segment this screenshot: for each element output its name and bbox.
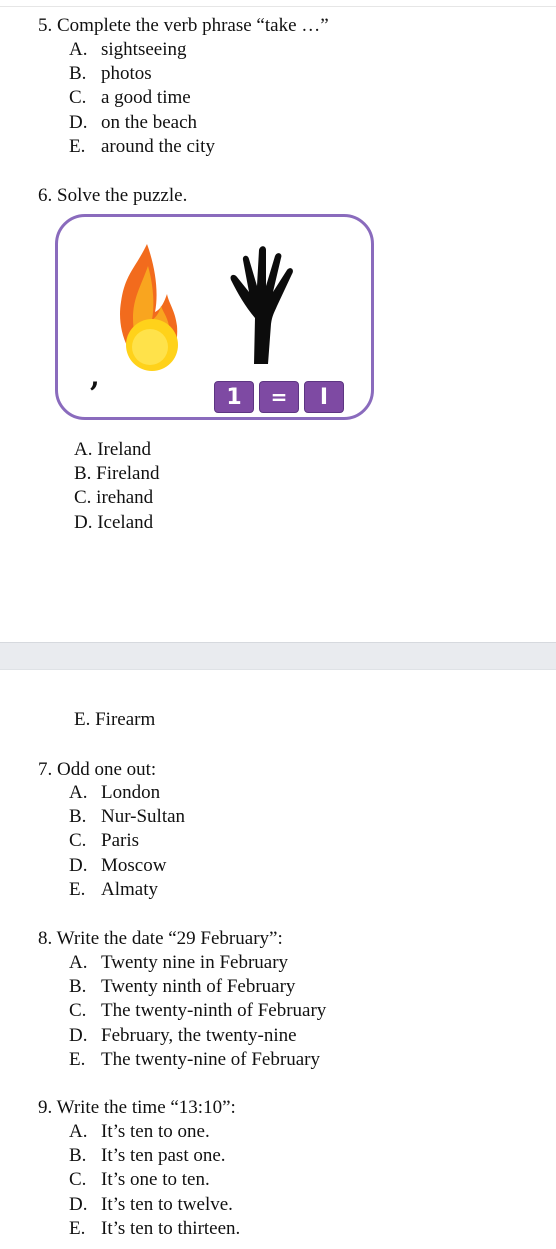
document-page-2 <box>0 670 556 1249</box>
question-7-prompt: 7. Odd one out: <box>38 759 157 780</box>
option-item: E. Firearm <box>74 709 156 730</box>
question-7-options <box>69 781 185 902</box>
option-item: D. Iceland <box>74 511 154 533</box>
question-9-prompt: 9. Write the time “13:10”: <box>38 1097 236 1118</box>
equation-equals-badge: = <box>259 381 299 413</box>
equation-left-badge: 1 <box>214 381 254 413</box>
option-item: D. on the beach <box>69 111 198 133</box>
option-item: B. Fireland <box>74 463 160 485</box>
option-item: B. Twenty ninth of February <box>69 976 296 998</box>
question-9-options <box>69 1120 240 1241</box>
option-item: A. It’s ten to one. <box>69 1121 210 1142</box>
option-item: C. a good time <box>69 87 191 109</box>
option-item: C. It’s one to ten. <box>69 1169 210 1191</box>
option-item: C. The twenty-ninth of February <box>69 1000 327 1022</box>
option-item: D. Moscow <box>69 854 167 876</box>
page-break-gap <box>0 642 556 670</box>
option-item: B. It’s ten past one. <box>69 1145 226 1167</box>
option-item: D. February, the twenty-nine <box>69 1024 297 1046</box>
puzzle-comma: , <box>90 360 100 393</box>
equation-right-badge: I <box>304 381 344 413</box>
option-item: C. Paris <box>69 830 139 852</box>
question-8-prompt: 8. Write the date “29 February”: <box>38 928 283 949</box>
question-8-options <box>69 951 326 1072</box>
option-item: A. Twenty nine in February <box>69 952 289 973</box>
option-item: D. It’s ten to twelve. <box>69 1193 233 1215</box>
option-item: A. Ireland <box>74 439 152 460</box>
question-6-options <box>74 438 160 535</box>
option-item: E. The twenty-nine of February <box>69 1048 320 1070</box>
option-item: B. Nur-Sultan <box>69 806 186 828</box>
option-item: A. sightseeing <box>69 39 187 60</box>
raised-hand-icon <box>231 246 293 364</box>
fire-icon <box>120 244 178 371</box>
option-item: E. around the city <box>69 135 215 157</box>
question-5-options <box>69 38 215 159</box>
question-6-prompt: 6. Solve the puzzle. <box>38 185 188 206</box>
option-item: A. London <box>69 782 161 803</box>
option-item: E. It’s ten to thirteen. <box>69 1217 241 1239</box>
option-item: B. photos <box>69 63 152 85</box>
question-5-prompt: 5. Complete the verb phrase “take …” <box>38 15 329 36</box>
option-item: E. Almaty <box>69 878 158 900</box>
option-item: C. irehand <box>74 487 154 509</box>
question-6-options-continued <box>74 708 155 732</box>
page-top-rule <box>0 6 556 7</box>
